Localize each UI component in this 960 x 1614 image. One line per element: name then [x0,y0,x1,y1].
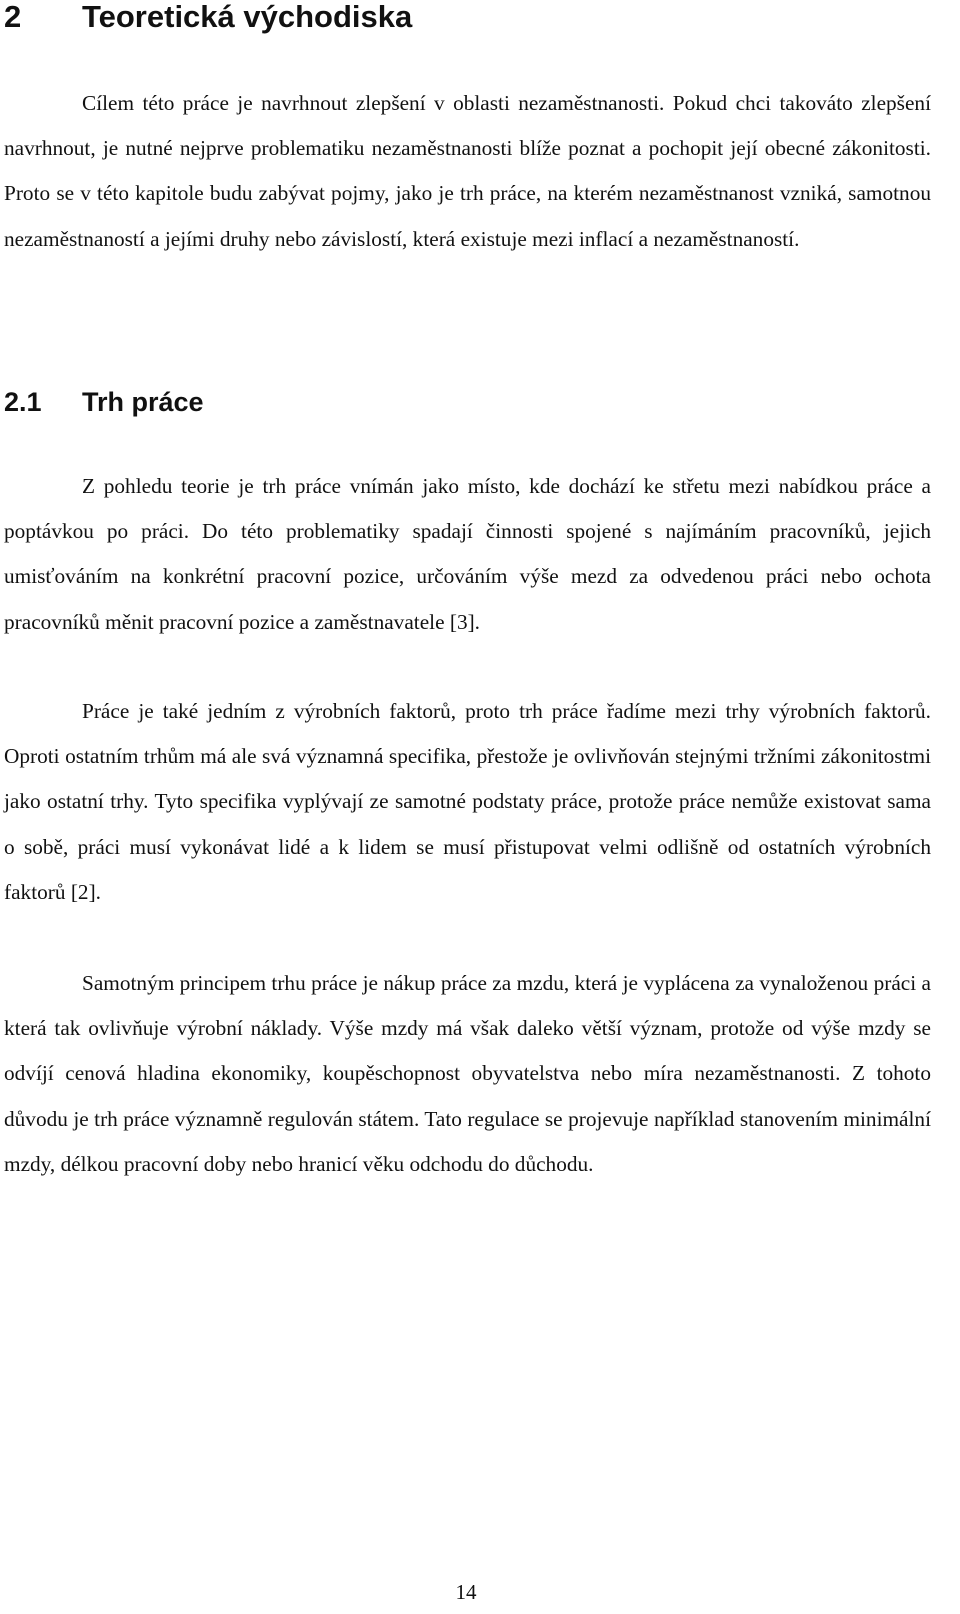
section-paragraph-2: Práce je také jedním z výrobních faktorů, proto trh práce řadíme mezi trhy výrobních faktorů. Oproti ostatním trhům má ale svá významná specifika, přestože je ovlivňován stejnými tržními zákonitostmi jako ostatní trhy. Tyto specifika vyplývají ze samotné podstaty práce, protože práce nemůže existovat sama o sobě, práci musí vykonávat lidé a k lidem se musí přistupovat velmi odlišně od ostatních výrobních faktorů [2]. [4,699,931,904]
intro-paragraph: Cílem této práce je navrhnout zlepšení v oblasti nezaměstnanosti. Pokud chci takováto zlepšení navrhnout, je nutné nejprve problematiku nezaměstnanosti blíže poznat a pochopit její obecné zákonitosti. Proto se v této kapitole budu zabývat pojmy, jako je trh práce, na kterém nezaměstnanost vzniká, samotnou nezaměstnaností a jejími druhy nebo závislostí, která existuje mezi inflací a nezaměstnaností. [4,91,931,251]
section-number: 2.1 [4,387,42,417]
chapter-heading [4,0,412,42]
chapter-number: 2 [4,0,22,34]
section-paragraph-1: Z pohledu teorie je trh práce vnímán jako místo, kde dochází ke střetu mezi nabídkou práce a poptávkou po práci. Do této problematiky spadají činnosti spojené s najímáním pracovníků, jejich umisťováním na konkrétní pracovní pozice, určováním výše mezd za odvedenou práci nebo ochota pracovníků měnit pracovní pozice a zaměstnavatele [3]. [4,474,931,634]
page-number: 14 [455,1580,477,1604]
section-paragraph-3: Samotným principem trhu práce je nákup práce za mzdu, která je vyplácena za vynaloženou práci a která tak ovlivňuje výrobní náklady. Výše mzdy má však daleko větší význam, protože od výše mzdy se odvíjí cenová hladina ekonomiky, koupěschopnost obyvatelstva nebo míra nezaměstnanosti. Z tohoto důvodu je trh práce významně regulován státem. Tato regulace se projevuje například stanovením minimální mzdy, délkou pracovní doby nebo hranicí věku odchodu do důchodu. [4,971,931,1176]
chapter-title: Teoretická východiska [82,0,413,34]
section-title: Trh práce [82,387,204,417]
section-heading [4,380,204,424]
